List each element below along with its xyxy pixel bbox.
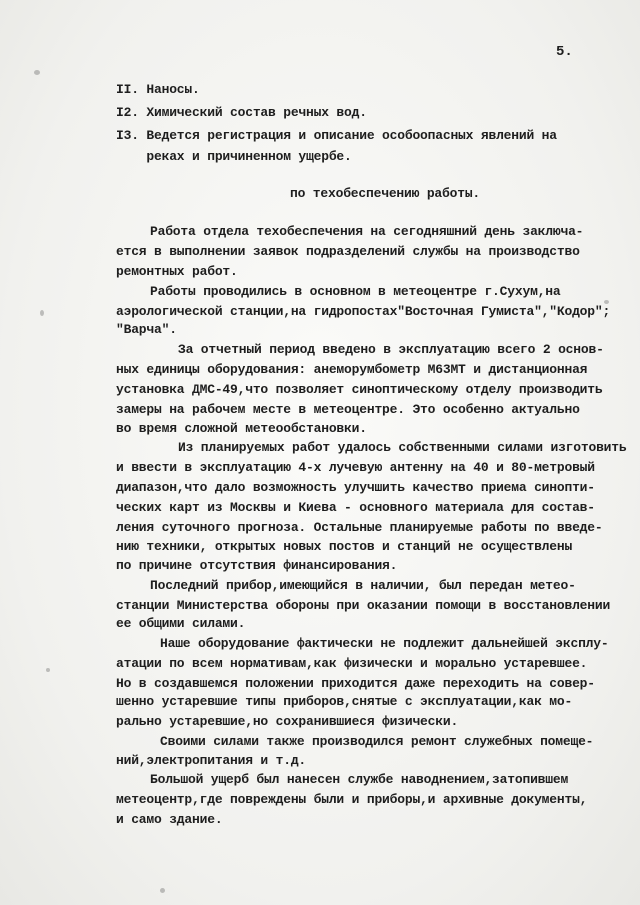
body-line: ческих карт из Москвы и Киева - основного материала для состав- [116,500,595,515]
body-line: метеоцентр,где повреждены были и приборы,и архивные документы, [116,792,588,807]
body-line: и само здание. [116,812,223,827]
body-line: Работы проводились в основном в метеоцентре г.Сухум,на [150,284,561,299]
body-line: "Варча". [116,322,177,337]
list-item: I3. Ведется регистрация и описание особоопасных явлений на [116,128,557,143]
body-line: ний,электропитания и т.д. [116,753,307,768]
body-line: ных единицы оборудования: анеморумбометр М63МТ и дистанционная [116,362,588,377]
body-line: Работа отдела техобеспечения на сегодняшний день заключа- [150,224,584,239]
body-line: ется в выполнении заявок подразделений службы на производство [116,244,580,259]
list-item: I2. Химический состав речных вод. [116,105,367,120]
body-line: Но в создавшемся положении приходится даже переходить на совер- [116,676,595,691]
scan-speck [160,888,165,893]
body-line: нию техники, открытых новых постов и станций не осуществлены [116,539,573,554]
body-line: Большой ущерб был нанесен службе наводнением,затопившем [150,772,569,787]
body-line: по причине отсутствия финансирования. [116,558,398,573]
body-line: Из планируемых работ удалось собственными силами изготовить [178,440,627,455]
scan-speck [604,300,609,304]
list-item: реках и причиненном ущербе. [116,149,352,164]
body-line: замеры на рабочем месте в метеоцентре. Это особенно актуально [116,402,580,417]
body-line: шенно устаревшие типы приборов,снятые с эксплуатации,как мо- [116,694,573,709]
body-line: атации по всем нормативам,как физически и морально устаревшее. [116,656,588,671]
body-line: За отчетный период введено в эксплуатацию всего 2 основ- [178,342,604,357]
body-line: и ввести в эксплуатацию 4-х лучевую антенну на 40 и 80-метровый [116,460,595,475]
body-line: ее общими силами. [116,616,246,631]
scan-speck [46,668,50,672]
body-line: ления суточного прогноза. Остальные планируемые работы по введе- [116,520,603,535]
scan-speck [40,310,44,316]
page-number: 5. [556,44,573,60]
body-line: аэрологической станции,на гидропостах"Восточная Гумиста","Кодор"; [116,304,611,319]
body-line: рально устаревшие,но сохранившиеся физически. [116,714,459,729]
body-line: во время сложной метеообстановки. [116,421,367,436]
body-line: установка ДМС-49,что позволяет синоптическому отделу производить [116,382,603,397]
body-line: диапазон,что дало возможность улучшить качество приема синопти- [116,480,595,495]
body-line: станции Министерства обороны при оказании помощи в восстановлении [116,598,611,613]
body-line: ремонтных работ. [116,264,238,279]
body-line: Наше оборудование фактически не подлежит дальнейшей эксплу- [160,636,609,651]
list-item: II. Наносы. [116,82,200,97]
body-line: Последний прибор,имеющийся в наличии, был передан метео- [150,578,576,593]
scan-speck [34,70,40,75]
body-line: Своими силами также производился ремонт служебных помеще- [160,734,594,749]
section-heading: по техобеспечению работы. [290,186,481,201]
